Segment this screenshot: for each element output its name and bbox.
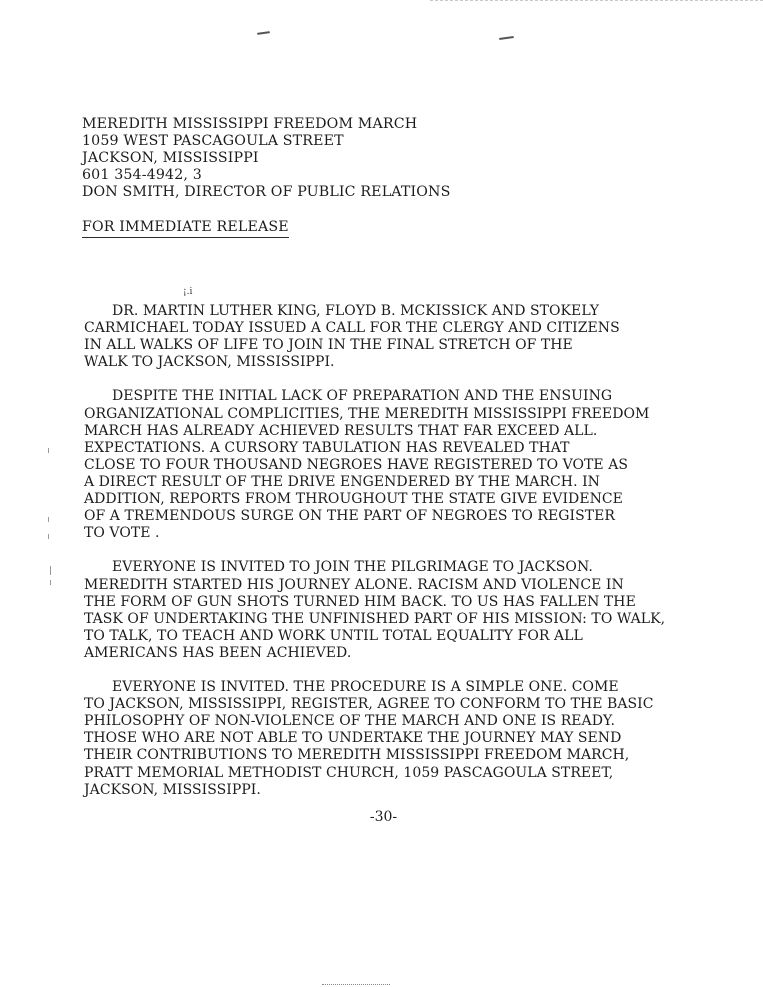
page-number-text: -30- [369,809,398,825]
margin-mark [48,534,49,539]
text-line: TO VOTE . [84,525,160,542]
text-line: ADDITION, REPORTS FROM THROUGHOUT THE STATE GIVE EVIDENCE [84,491,623,508]
margin-mark [50,580,51,585]
body-text [84,303,724,816]
scan-mark [257,31,270,35]
text-line: WALK TO JACKSON, MISSISSIPPI. [84,354,335,371]
city-state: JACKSON, MISSISSIPPI [82,150,259,166]
stray-mark: ¡.i [183,287,193,297]
text-line: CLOSE TO FOUR THOUSAND NEGROES HAVE REGISTERED TO VOTE AS [84,456,629,473]
street-address: 1059 WEST PASCAGOULA STREET [82,133,344,149]
phone-number: 601 354-4942, 3 [82,167,202,183]
text-line: MARCH HAS ALREADY ACHIEVED RESULTS THAT FAR EXCEED ALL. [84,422,598,439]
paragraph-4 [84,679,724,799]
contact-director: DON SMITH, DIRECTOR OF PUBLIC RELATIONS [82,184,451,200]
release-line: FOR IMMEDIATE RELEASE [82,219,289,238]
text-line: EXPECTATIONS. A CURSORY TABULATION HAS REVEALED THAT [84,439,570,456]
paragraph-3 [84,559,724,662]
letterhead [82,116,450,201]
paragraph-2 [84,388,724,542]
paragraph-1 [84,303,724,371]
text-line: TO TALK, TO TEACH AND WORK UNTIL TOTAL EQUALITY FOR ALL [84,627,583,644]
text-line: THOSE WHO ARE NOT ABLE TO UNDERTAKE THE JOURNEY MAY SEND [84,730,622,747]
text-line: PHILOSOPHY OF NON-VIOLENCE OF THE MARCH AND ONE IS READY. [84,713,615,730]
margin-mark [50,566,51,575]
text-line: TASK OF UNDERTAKING THE UNFINISHED PART OF HIS MISSION: TO WALK, [84,610,666,627]
text-line: CARMICHAEL TODAY ISSUED A CALL FOR THE CLERGY AND CITIZENS [84,320,620,337]
text-line: PRATT MEMORIAL METHODIST CHURCH, 1059 PASCAGOULA STREET, [84,764,614,781]
margin-mark [48,517,49,522]
text-line: JACKSON, MISSISSIPPI. [84,781,261,798]
scan-edge-dots [430,0,763,3]
text-line: EVERYONE IS INVITED TO JOIN THE PILGRIMAGE TO JACKSON. [112,559,593,576]
page-number [0,809,763,826]
text-line: MEREDITH STARTED HIS JOURNEY ALONE. RACISM AND VIOLENCE IN [84,576,624,593]
text-line: OF A TREMENDOUS SURGE ON THE PART OF NEGROES TO REGISTER [84,508,615,525]
text-line: DR. MARTIN LUTHER KING, FLOYD B. MCKISSICK AND STOKELY [112,303,600,319]
text-line: TO JACKSON, MISSISSIPPI, REGISTER, AGREE TO CONFORM TO THE BASIC [84,696,654,713]
text-line: DESPITE THE INITIAL LACK OF PREPARATION AND THE ENSUING [112,388,613,405]
scan-mark [499,36,514,40]
text-line: THEIR CONTRIBUTIONS TO MEREDITH MISSISSIPPI FREEDOM MARCH, [84,747,630,764]
text-line: ORGANIZATIONAL COMPLICITIES, THE MEREDITH MISSISSIPPI FREEDOM [84,405,650,422]
text-line: AMERICANS HAS BEEN ACHIEVED. [84,644,352,661]
scan-edge-dots [322,984,390,985]
margin-mark [48,448,49,453]
text-line: A DIRECT RESULT OF THE DRIVE ENGENDERED BY THE MARCH. IN [84,473,600,490]
text-line: IN ALL WALKS OF LIFE TO JOIN IN THE FINAL STRETCH OF THE [84,337,573,354]
text-line: EVERYONE IS INVITED. THE PROCEDURE IS A SIMPLE ONE. COME [112,679,619,696]
text-line: THE FORM OF GUN SHOTS TURNED HIM BACK. TO US HAS FALLEN THE [84,593,636,610]
organization-name: MEREDITH MISSISSIPPI FREEDOM MARCH [82,116,418,132]
